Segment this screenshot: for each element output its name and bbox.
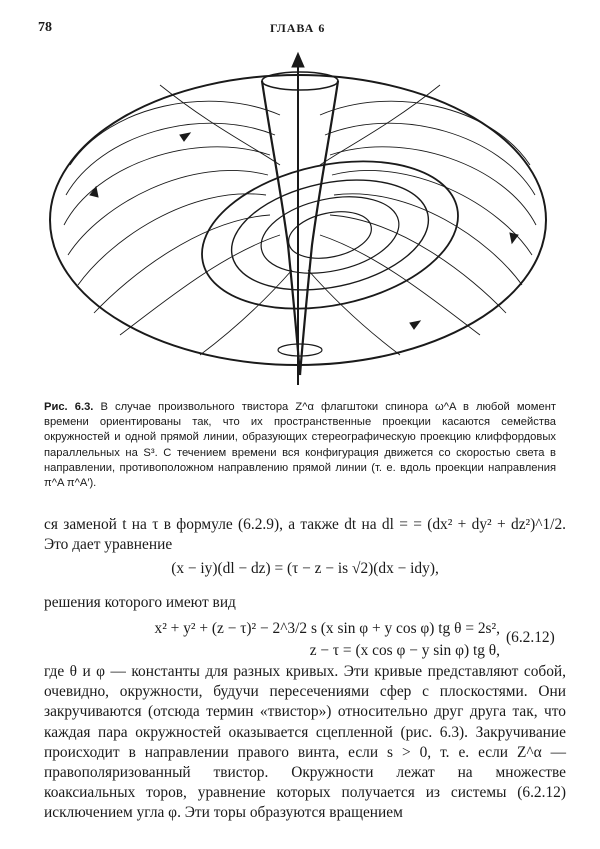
running-head: ГЛАВА 6 [270, 21, 326, 35]
equation-2-line-1: x² + y² + (z − τ)² − 2^3/2 s (x sin φ + y cos φ) tg θ = 2s², [154, 620, 500, 637]
figure-label: Рис. 6.3. [44, 401, 94, 413]
paragraph-3: где θ и φ — константы для разных кривых. Эти кривые представляют собой, очевидно, окружности, будучи пересечениями сфер с плоскостями. Они закручиваются (отсюда термин «твистор») относительно друг друга так, что каждая пара окружностей оказывается сцепленной (рис. 6.3). Закручивание происходит в направлении правого винта, если s > 0, т. е. если Z^α — правополяризованный твистор. Окружности лежат на множестве коаксиальных торов, уравнение которых получается из системы (6.2.12) исключением угла φ. Эти торы образуются вращением [44, 663, 566, 822]
equation-2-line-2: z − τ = (x cos φ − y sin φ) tg θ, [309, 642, 500, 659]
page-header [0, 20, 600, 40]
equation-2 [80, 618, 500, 662]
figure-caption-text: В случае произвольного твистора Z^α флагштоки спинора ω^A в любой момент времени ориентированы так, что их пространственные проекции касаются семейства окружностей и одной прямой линии, образующих стереографическую проекцию клиффордовых параллельных на S³. С течением времени вся конфигурация движется со скоростью света в направлении, противоположном направлению прямой линии (т. е. вдоль проекции направления π^A π^A′). [44, 401, 556, 490]
torus-figure [30, 45, 570, 390]
paragraph-1: ся заменой t на τ в формуле (6.2.9), а также dt на dl = = (dx² + dy² + dz²)^1/2. Это дает уравнение [44, 516, 566, 554]
page-number: 78 [38, 20, 52, 35]
equation-2-number: (6.2.12) [506, 629, 555, 646]
paragraph-2: решения которого имеют вид [44, 594, 236, 611]
figure-caption [44, 400, 556, 491]
equation-1: (x − iy)(dl − dz) = (τ − z − is √2)(dx − idy), [171, 560, 439, 577]
nested-tori-illustration [30, 45, 570, 390]
